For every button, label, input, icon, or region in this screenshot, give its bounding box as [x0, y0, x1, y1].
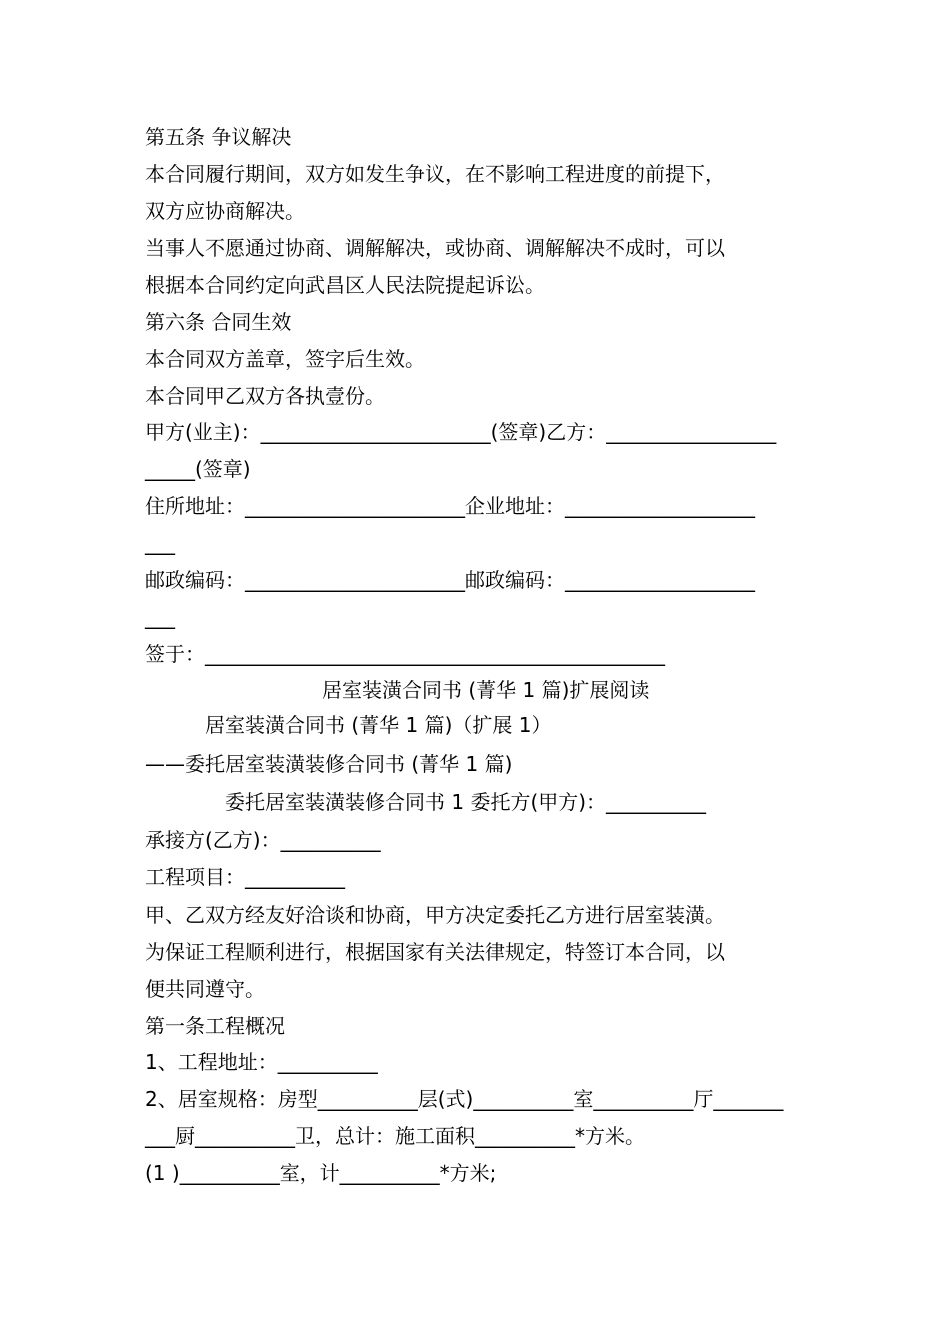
paragraph-line: 根据本合同约定向武昌区人民法院提起诉讼。 [145, 273, 545, 297]
article-5-heading: 第五条 争议解决 [145, 125, 292, 149]
postcode-line: 邮政编码：______________________邮政编码：___________________ [145, 568, 755, 592]
room-spec-line: 2、居室规格：房型__________层(式)__________室__________厅_______ [145, 1087, 784, 1111]
room-spec-line-continued: ___厨__________卫，总计：施工面积__________*方米。 [145, 1124, 645, 1148]
contractor-line: 承接方(乙方)：__________ [145, 828, 381, 852]
contract-subtitle: ——委托居室装潢装修合同书 (菁华 1 篇) [145, 752, 513, 776]
paragraph-line: 本合同双方盖章，签字后生效。 [145, 347, 425, 371]
signed-at-line: 签于：______________________________________________ [145, 642, 665, 666]
room-item-line: (1 )__________室，计__________*方米; [145, 1161, 497, 1185]
address-line: 住所地址：______________________企业地址：___________________ [145, 494, 755, 518]
paragraph-line: 双方应协商解决。 [145, 199, 305, 223]
article-1-heading: 第一条工程概况 [145, 1014, 285, 1038]
extended-reading-title: 居室装潢合同书 (菁华 1 篇)扩展阅读 [322, 678, 650, 702]
signature-line-party-b: _____(签章) [145, 457, 251, 481]
paragraph-line: 当事人不愿通过协商、调解解决，或协商、调解解决不成时，可以 [145, 236, 725, 260]
project-address-line: 1、工程地址：__________ [145, 1050, 378, 1074]
extension-title: 居室装潢合同书 (菁华 1 篇)（扩展 1） [205, 713, 552, 737]
address-line-continued: ___ [145, 531, 175, 555]
client-line: 委托居室装潢装修合同书 1 委托方(甲方)：__________ [225, 790, 707, 814]
paragraph-line: 本合同甲乙双方各执壹份。 [145, 384, 385, 408]
paragraph-line: 甲、乙双方经友好洽谈和协商，甲方决定委托乙方进行居室装潢。 [145, 903, 725, 927]
postcode-line-continued: ___ [145, 605, 175, 629]
paragraph-line: 为保证工程顺利进行，根据国家有关法律规定，特签订本合同，以 [145, 940, 725, 964]
project-line: 工程项目：__________ [145, 865, 345, 889]
article-6-heading: 第六条 合同生效 [145, 310, 292, 334]
signature-line-party-a: 甲方(业主)：_______________________(签章)乙方：_________________ [145, 420, 777, 444]
paragraph-line: 便共同遵守。 [145, 977, 265, 1001]
paragraph-line: 本合同履行期间，双方如发生争议，在不影响工程进度的前提下， [145, 162, 725, 186]
